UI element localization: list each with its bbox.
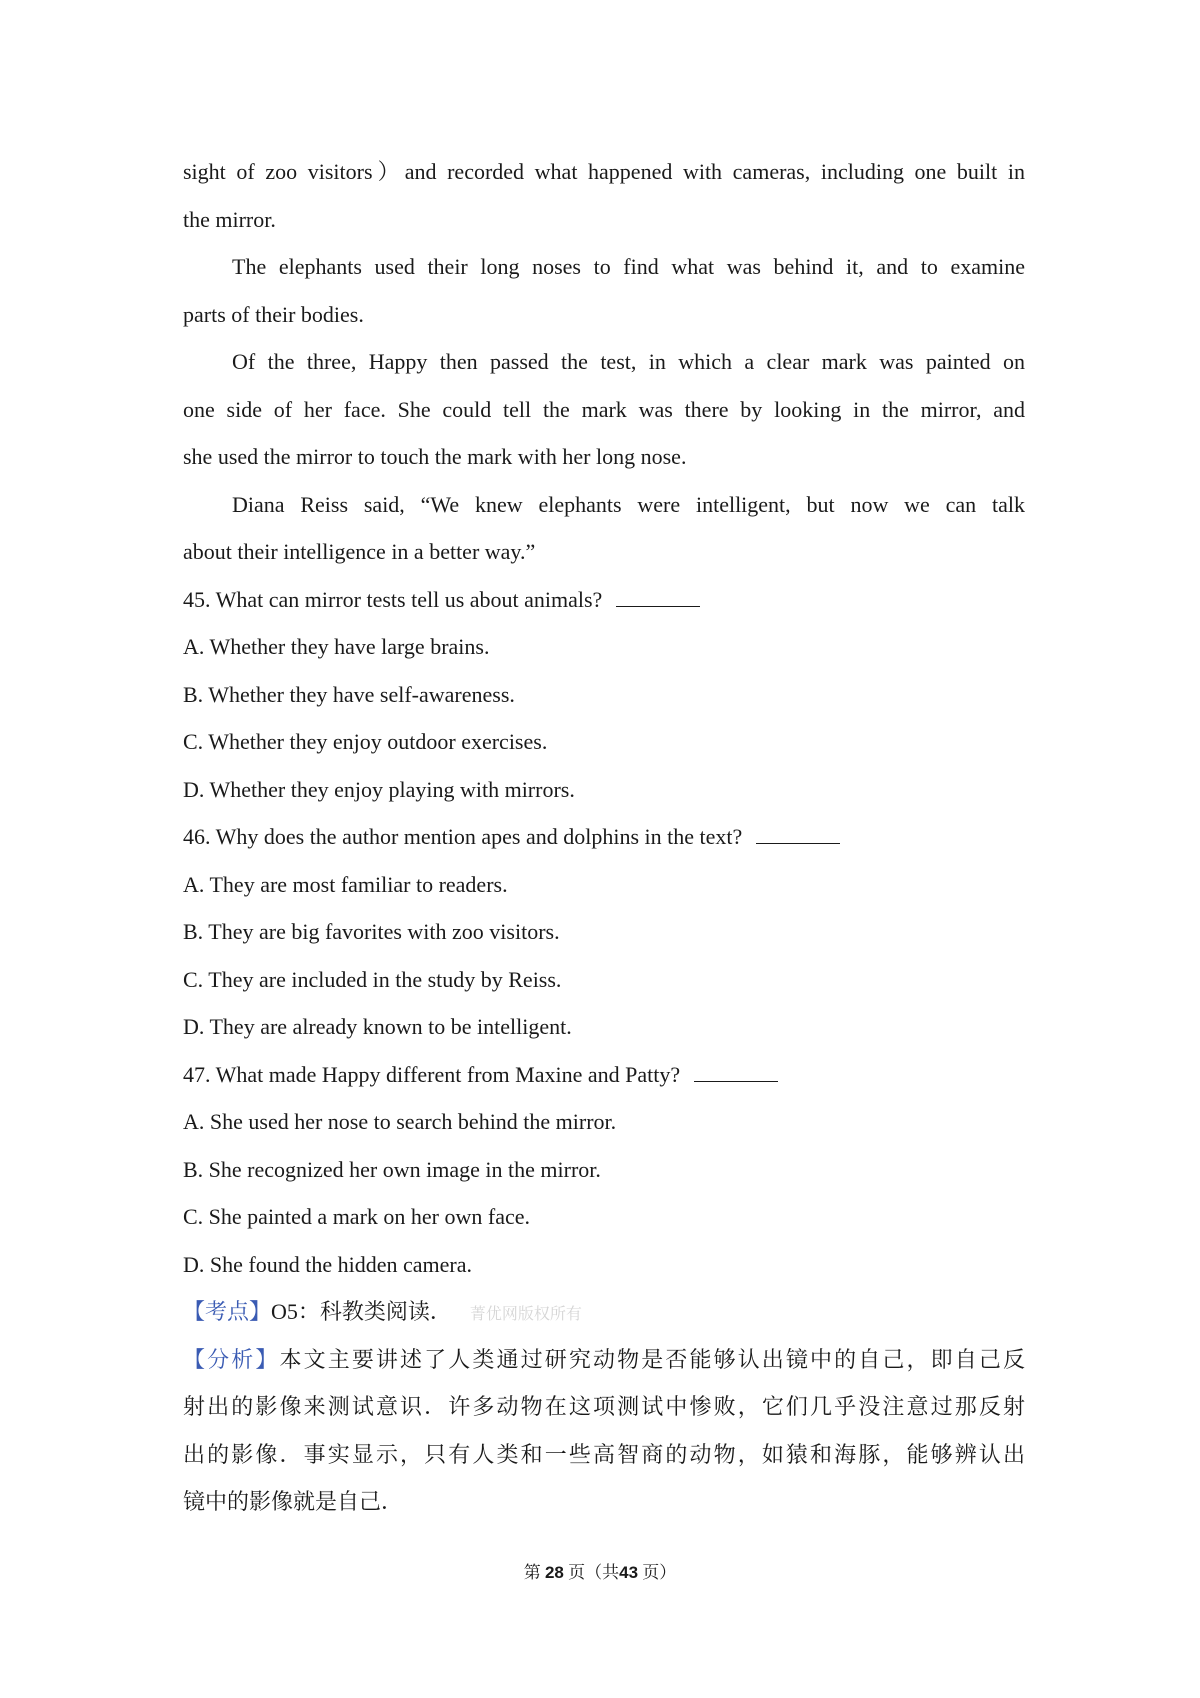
answer-option: A. They are most familiar to readers.	[183, 871, 508, 897]
passage-line: about their intelligence in a better way.”	[183, 539, 536, 564]
kaodian-tag: 【考点】	[183, 1299, 272, 1324]
passage-line: The elephants used their long noses to find what was behind it, and to examine	[232, 254, 1025, 279]
answer-option: D. They are already known to be intelligent.	[183, 1014, 572, 1039]
answer-blank	[694, 1055, 778, 1082]
current-page-number: 28	[544, 1563, 564, 1582]
answer-option: B. They are big favorites with zoo visitors.	[183, 919, 560, 944]
footer-suffix: 页）	[642, 1563, 677, 1582]
answer-option: C. They are included in the study by Reiss.	[183, 966, 562, 992]
passage-line: one side of her face. She could tell the mark was there by looking in the mirror, and	[183, 396, 1025, 422]
passage-line: Diana Reiss said, “We knew elephants were intelligent, but now we can talk	[232, 491, 1025, 517]
answer-option: B. Whether they have self-awareness.	[183, 681, 515, 707]
page-content	[183, 148, 1025, 1526]
passage-line: Of the three, Happy then passed the test, in which a clear mark was painted on	[232, 349, 1025, 374]
page-footer	[0, 1558, 1200, 1583]
fenxi-line: 镜中的影像就是自己．	[183, 1489, 404, 1514]
fenxi-text: 本文主要讲述了人类通过研究动物是否能够认出镜中的自己，即自己反	[279, 1346, 1025, 1372]
question-stem	[183, 1051, 1025, 1099]
fenxi-tag: 【分析】	[183, 1346, 280, 1372]
answer-option: B. She recognized her own image in the mirror.	[183, 1156, 601, 1182]
passage-line: parts of their bodies.	[183, 301, 364, 327]
answer-blank	[616, 580, 700, 607]
answer-blank	[756, 817, 840, 844]
question-stem	[183, 813, 1025, 861]
question-stem-text: 47. What made Happy different from Maxine and Patty?	[183, 1061, 681, 1087]
answer-option: A. She used her nose to search behind the mirror.	[183, 1109, 617, 1134]
answer-option: A. Whether they have large brains.	[183, 634, 490, 659]
total-page-number: 43	[619, 1563, 639, 1582]
passage-line: sight of zoo visitors）and recorded what happened with cameras, including one built in	[183, 159, 1025, 184]
question-stem-text: 45. What can mirror tests tell us about animals?	[183, 586, 603, 612]
answer-option: D. Whether they enjoy playing with mirrors.	[183, 776, 575, 802]
answer-option: C. Whether they enjoy outdoor exercises.	[183, 729, 548, 754]
kaodian-text: O5：科教类阅读．	[271, 1299, 452, 1324]
passage-line: the mirror.	[183, 206, 276, 232]
question-stem	[183, 576, 1025, 624]
fenxi-line	[183, 1336, 1025, 1384]
fenxi-line: 出的影像．事实显示，只有人类和一些高智商的动物，如猿和海豚，能够辨认出	[183, 1441, 1025, 1467]
question-stem-text: 46. Why does the author mention apes and dolphins in the text?	[183, 824, 743, 849]
answer-option: C. She painted a mark on her own face.	[183, 1204, 530, 1229]
watermark-text: 菁优网版权所有	[469, 1306, 582, 1323]
kaodian-line	[183, 1288, 1025, 1336]
answer-option: D. She found the hidden camera.	[183, 1251, 472, 1277]
footer-middle: 页（共	[568, 1563, 620, 1582]
footer-prefix: 第	[523, 1563, 541, 1582]
fenxi-line: 射出的影像来测试意识．许多动物在这项测试中惨败，它们几乎没注意过那反射	[183, 1394, 1025, 1419]
passage-line: she used the mirror to touch the mark with her long nose.	[183, 444, 687, 469]
